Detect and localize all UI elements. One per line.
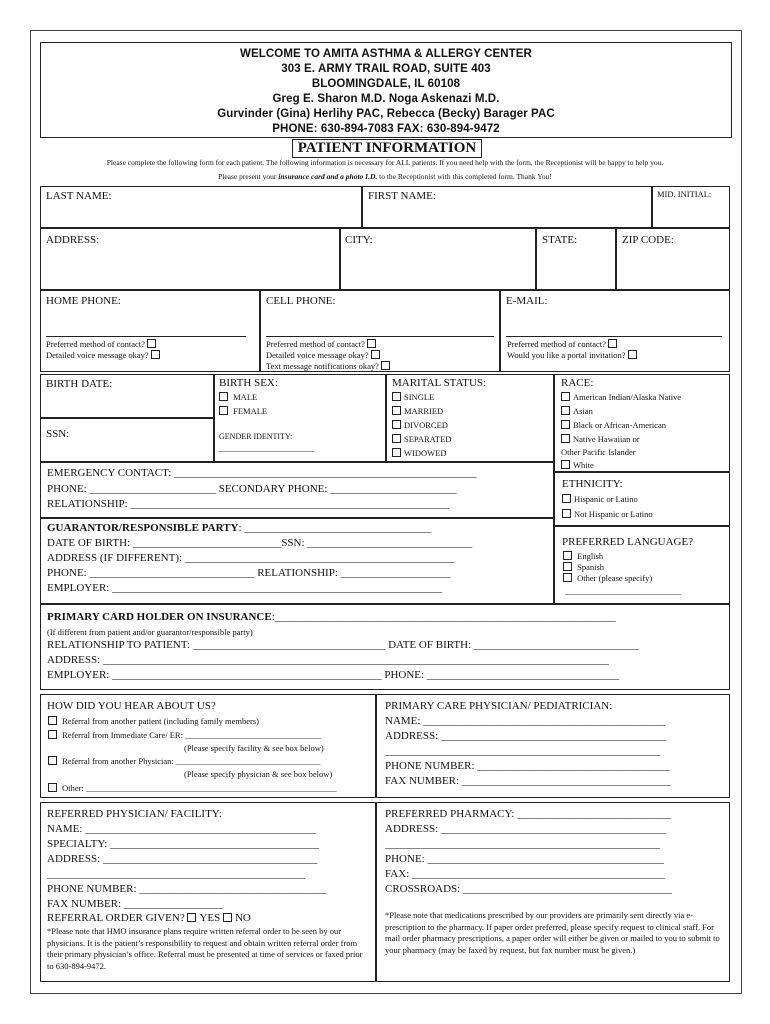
pharmacy-crossroads-line[interactable]: CROSSROADS: ______________________________________ [385,883,672,895]
hear-option-other[interactable]: Other: ___________________________________________________________ [48,783,337,793]
checkbox-icon[interactable] [151,350,160,359]
pharmacy-address-line-2[interactable]: __________________________________________________ [385,838,660,850]
referral-order-given: REFERRAL ORDER GIVEN? YES NO [47,912,251,924]
referred-address-line-2[interactable]: _______________________________________________ [47,868,306,880]
birth-date-label: BIRTH DATE: [46,378,113,390]
checkbox-icon[interactable] [562,494,571,503]
referred-specialty-line[interactable]: SPECIALTY: ______________________________________ [47,838,320,850]
state-label: STATE: [542,234,578,246]
referred-fax-line[interactable]: FAX NUMBER: __________________ [47,898,223,910]
zip-label: ZIP CODE: [622,234,674,246]
hear-option-immediate-note: (Please specify facility & see box below) [184,743,324,753]
email-label: E-MAIL: [506,295,548,307]
checkbox-icon[interactable] [563,551,572,560]
race-option-3[interactable]: Black or African-American [561,420,666,430]
race-option-5[interactable]: White [561,460,594,470]
cell-text-ok[interactable]: Text message notifications okay? [266,361,393,371]
birth-sex-label: BIRTH SEX: [219,377,278,389]
race-option-4[interactable]: Native Hawaiian or [561,434,640,444]
ssn-field[interactable] [40,418,214,462]
checkbox-icon[interactable] [561,392,570,401]
language-other-option[interactable]: Other (please specify) [563,573,652,583]
clinic-name: WELCOME TO AMITA ASTHMA & ALLERGY CENTER [240,48,532,60]
checkbox-icon[interactable] [563,562,572,571]
cardholder-relationship-line[interactable]: RELATIONSHIP TO PATIENT: ___________________________________ DATE OF BIRTH: ______________________________ [47,639,639,651]
checkbox-icon[interactable] [392,406,401,415]
guarantor-address-line[interactable]: ADDRESS (IF DIFFERENT): _________________________________________________ [47,552,455,564]
marital-divorced-option[interactable]: DIVORCED [392,420,448,430]
referred-label: REFERRED PHYSICIAN/ FACILITY: [47,808,222,820]
checkbox-icon[interactable] [48,756,57,765]
page-title: PATIENT INFORMATION [292,139,482,158]
address-label: ADDRESS: [46,234,100,246]
marital-separated-option[interactable]: SEPARATED [392,434,451,444]
hmo-referral-note: *Please note that HMO insurance plans require written referral order to be seen by our physicians. It is the patient’s responsibility to request and obtain written referral order from their primary physician’s office. Referral must be presented at time of services or faxed prior to 630-894-9472. [47,926,363,971]
referred-phone-line[interactable]: PHONE NUMBER: __________________________________ [47,883,327,895]
checkbox-icon[interactable] [392,448,401,457]
checkbox-icon[interactable] [561,420,570,429]
pcp-fax-line[interactable]: FAX NUMBER: ______________________________________ [385,775,671,787]
checkbox-icon[interactable] [561,434,570,443]
no-checkbox-icon[interactable] [223,913,232,922]
checkbox-icon[interactable] [147,339,156,348]
race-option-1[interactable]: American Indian/Alaska Native [561,392,681,402]
cardholder-note: (If different from patient and/or guarantor/responsible party) [47,627,253,637]
home-phone-line [46,336,246,337]
checkbox-icon[interactable] [628,350,637,359]
clinic-pacs: Gurvinder (Gina) Herlihy PAC, Rebecca (Becky) Barager PAC [217,108,555,120]
intro-line-2: Please present your insurance card and a photo I.D. to the Receptionist with this completed form. Thank You! [218,172,552,181]
yes-checkbox-icon[interactable] [187,913,196,922]
guarantor-phone-line[interactable]: PHONE: ______________________________ RELATIONSHIP: ____________________ [47,567,451,579]
pharmacy-fax-line[interactable]: FAX: ______________________________________________ [385,868,665,880]
checkbox-icon[interactable] [561,406,570,415]
last-name-label: LAST NAME: [46,190,112,202]
race-option-4b: Other Pacific Islander [561,447,636,457]
cardholder-address-line[interactable]: ADDRESS: ____________________________________________________________________________________________ [47,654,609,666]
guarantor-dob-ssn-line[interactable]: DATE OF BIRTH: ___________________________SSN: ______________________________ [47,537,473,549]
pharmacy-phone-line[interactable]: PHONE: ___________________________________________ [385,853,664,865]
pcp-label: PRIMARY CARE PHYSICIAN/ PEDIATRICIAN: [385,700,613,712]
hear-option-immediate-care[interactable]: Referral from Immediate Care/ ER: ________________________________ [48,730,321,740]
cell-voice-ok[interactable]: Detailed voice message okay? [266,350,383,360]
guarantor-employer-line[interactable]: EMPLOYER: ____________________________________________________________ [47,582,443,594]
pcp-name-line[interactable]: NAME: ____________________________________________ [385,715,666,727]
emergency-relationship-line[interactable]: RELATIONSHIP: __________________________________________________________ [47,498,450,510]
sex-female-option[interactable]: FEMALE [219,406,267,416]
cardholder-employer-line[interactable]: EMPLOYER: _________________________________________________ PHONE: ___________________________________ [47,669,620,681]
city-label: CITY: [345,234,373,246]
home-phone-label: HOME PHONE: [46,295,121,307]
checkbox-icon[interactable] [367,339,376,348]
marital-single-option[interactable]: SINGLE [392,392,434,402]
pcp-phone-line[interactable]: PHONE NUMBER: ___________________________________ [385,760,670,772]
checkbox-icon[interactable] [48,716,57,725]
email-portal-invite[interactable]: Would you like a portal invitation? [507,350,640,360]
cardholder-title[interactable]: PRIMARY CARD HOLDER ON INSURANCE:______________________________________________________________ [47,611,616,623]
hear-option-physician-note: (Please specify physician & see box below) [184,769,333,779]
emergency-contact-line[interactable]: EMERGENCY CONTACT: _______________________________________________________ [47,467,477,479]
hear-option-patient[interactable]: Referral from another patient (including family members) [48,716,259,726]
gender-identity-line[interactable]: ________________________ [219,444,315,453]
checkbox-icon[interactable] [219,392,228,401]
mid-initial-label: MID. INITIAL: [657,189,712,199]
referred-name-line[interactable]: NAME: __________________________________________ [47,823,317,835]
race-option-2[interactable]: Asian [561,406,593,416]
language-english-option[interactable]: English [563,551,603,561]
pcp-address-line-2[interactable]: __________________________________________________ [385,745,660,757]
ssn-label: SSN: [46,428,70,440]
checkbox-icon[interactable] [562,509,571,518]
home-pref-contact[interactable]: Preferred method of contact? [46,339,159,349]
email-line [506,336,722,337]
cell-phone-label: CELL PHONE: [266,295,336,307]
first-name-label: FIRST NAME: [368,190,436,202]
checkbox-icon[interactable] [561,460,570,469]
hear-about-label: HOW DID YOU HEAR ABOUT US? [47,700,216,712]
language-other-line[interactable]: _____________________________ [565,587,681,596]
clinic-street: 303 E. ARMY TRAIL ROAD, SUITE 403 [281,63,491,75]
clinic-doctors: Greg E. Sharon M.D. Noga Askenazi M.D. [272,93,500,105]
checkbox-icon[interactable] [563,573,572,582]
ethnicity-option-2[interactable]: Not Hispanic or Latino [562,509,653,519]
guarantor-title[interactable]: GUARANTOR/RESPONSIBLE PARTY: __________________________________ [47,522,432,534]
language-label: PREFERRED LANGUAGE? [562,536,694,548]
checkbox-icon[interactable] [48,730,57,739]
intro-line-1: Please complete the following form for each patient. The following information is necessary for ALL patients. If you need help with the form, the Receptionist will be happy to help you. [106,158,664,167]
home-voice-ok[interactable]: Detailed voice message okay? [46,350,163,360]
pharmacy-name-line[interactable]: PREFERRED PHARMACY: ____________________________ [385,808,672,820]
email-pref-contact[interactable]: Preferred method of contact? [507,339,620,349]
checkbox-icon[interactable] [219,406,228,415]
checkbox-icon[interactable] [392,434,401,443]
clinic-city: BLOOMINGDALE, IL 60108 [311,78,461,90]
cell-phone-line [266,336,494,337]
checkbox-icon[interactable] [608,339,617,348]
marital-married-option[interactable]: MARRIED [392,406,443,416]
clinic-phone: PHONE: 630-894-7083 FAX: 630-894-9472 [272,123,500,135]
checkbox-icon[interactable] [371,350,380,359]
marital-status-label: MARITAL STATUS: [392,377,487,389]
checkbox-icon[interactable] [392,392,401,401]
checkbox-icon[interactable] [381,361,390,370]
gender-identity-label: GENDER IDENTITY: [219,432,293,441]
emergency-phone-line[interactable]: PHONE: _______________________ SECONDARY PHONE: _______________________ [47,483,457,495]
checkbox-icon[interactable] [392,420,401,429]
language-spanish-option[interactable]: Spanish [563,562,604,572]
race-label: RACE: [561,377,594,389]
hear-option-physician[interactable]: Referral from another Physician: __________________________________ [48,756,320,766]
cell-pref-contact[interactable]: Preferred method of contact? [266,339,379,349]
ethnicity-label: ETHNICITY: [562,478,623,490]
checkbox-icon[interactable] [48,783,57,792]
referred-address-line[interactable]: ADDRESS: _______________________________________ [47,853,318,865]
ethnicity-option-1[interactable]: Hispanic or Latino [562,494,638,504]
sex-male-option[interactable]: MALE [219,392,257,402]
pharmacy-address-line[interactable]: ADDRESS: _________________________________________ [385,823,667,835]
clinic-header [40,42,732,138]
marital-widowed-option[interactable]: WIDOWED [392,448,446,458]
pharmacy-note: *Please note that medications prescribed by our providers are primarily sent directly via e-prescription to the pharmacy. If paper order preferred, please specify request to clinical staff. For mail order pharmacy prescriptions, a paper order will either be given or mailed to you to submit to your pharmacy (may be faxed by request, but fax number must be given.) [385,910,720,955]
pcp-address-line[interactable]: ADDRESS: _________________________________________ [385,730,667,742]
